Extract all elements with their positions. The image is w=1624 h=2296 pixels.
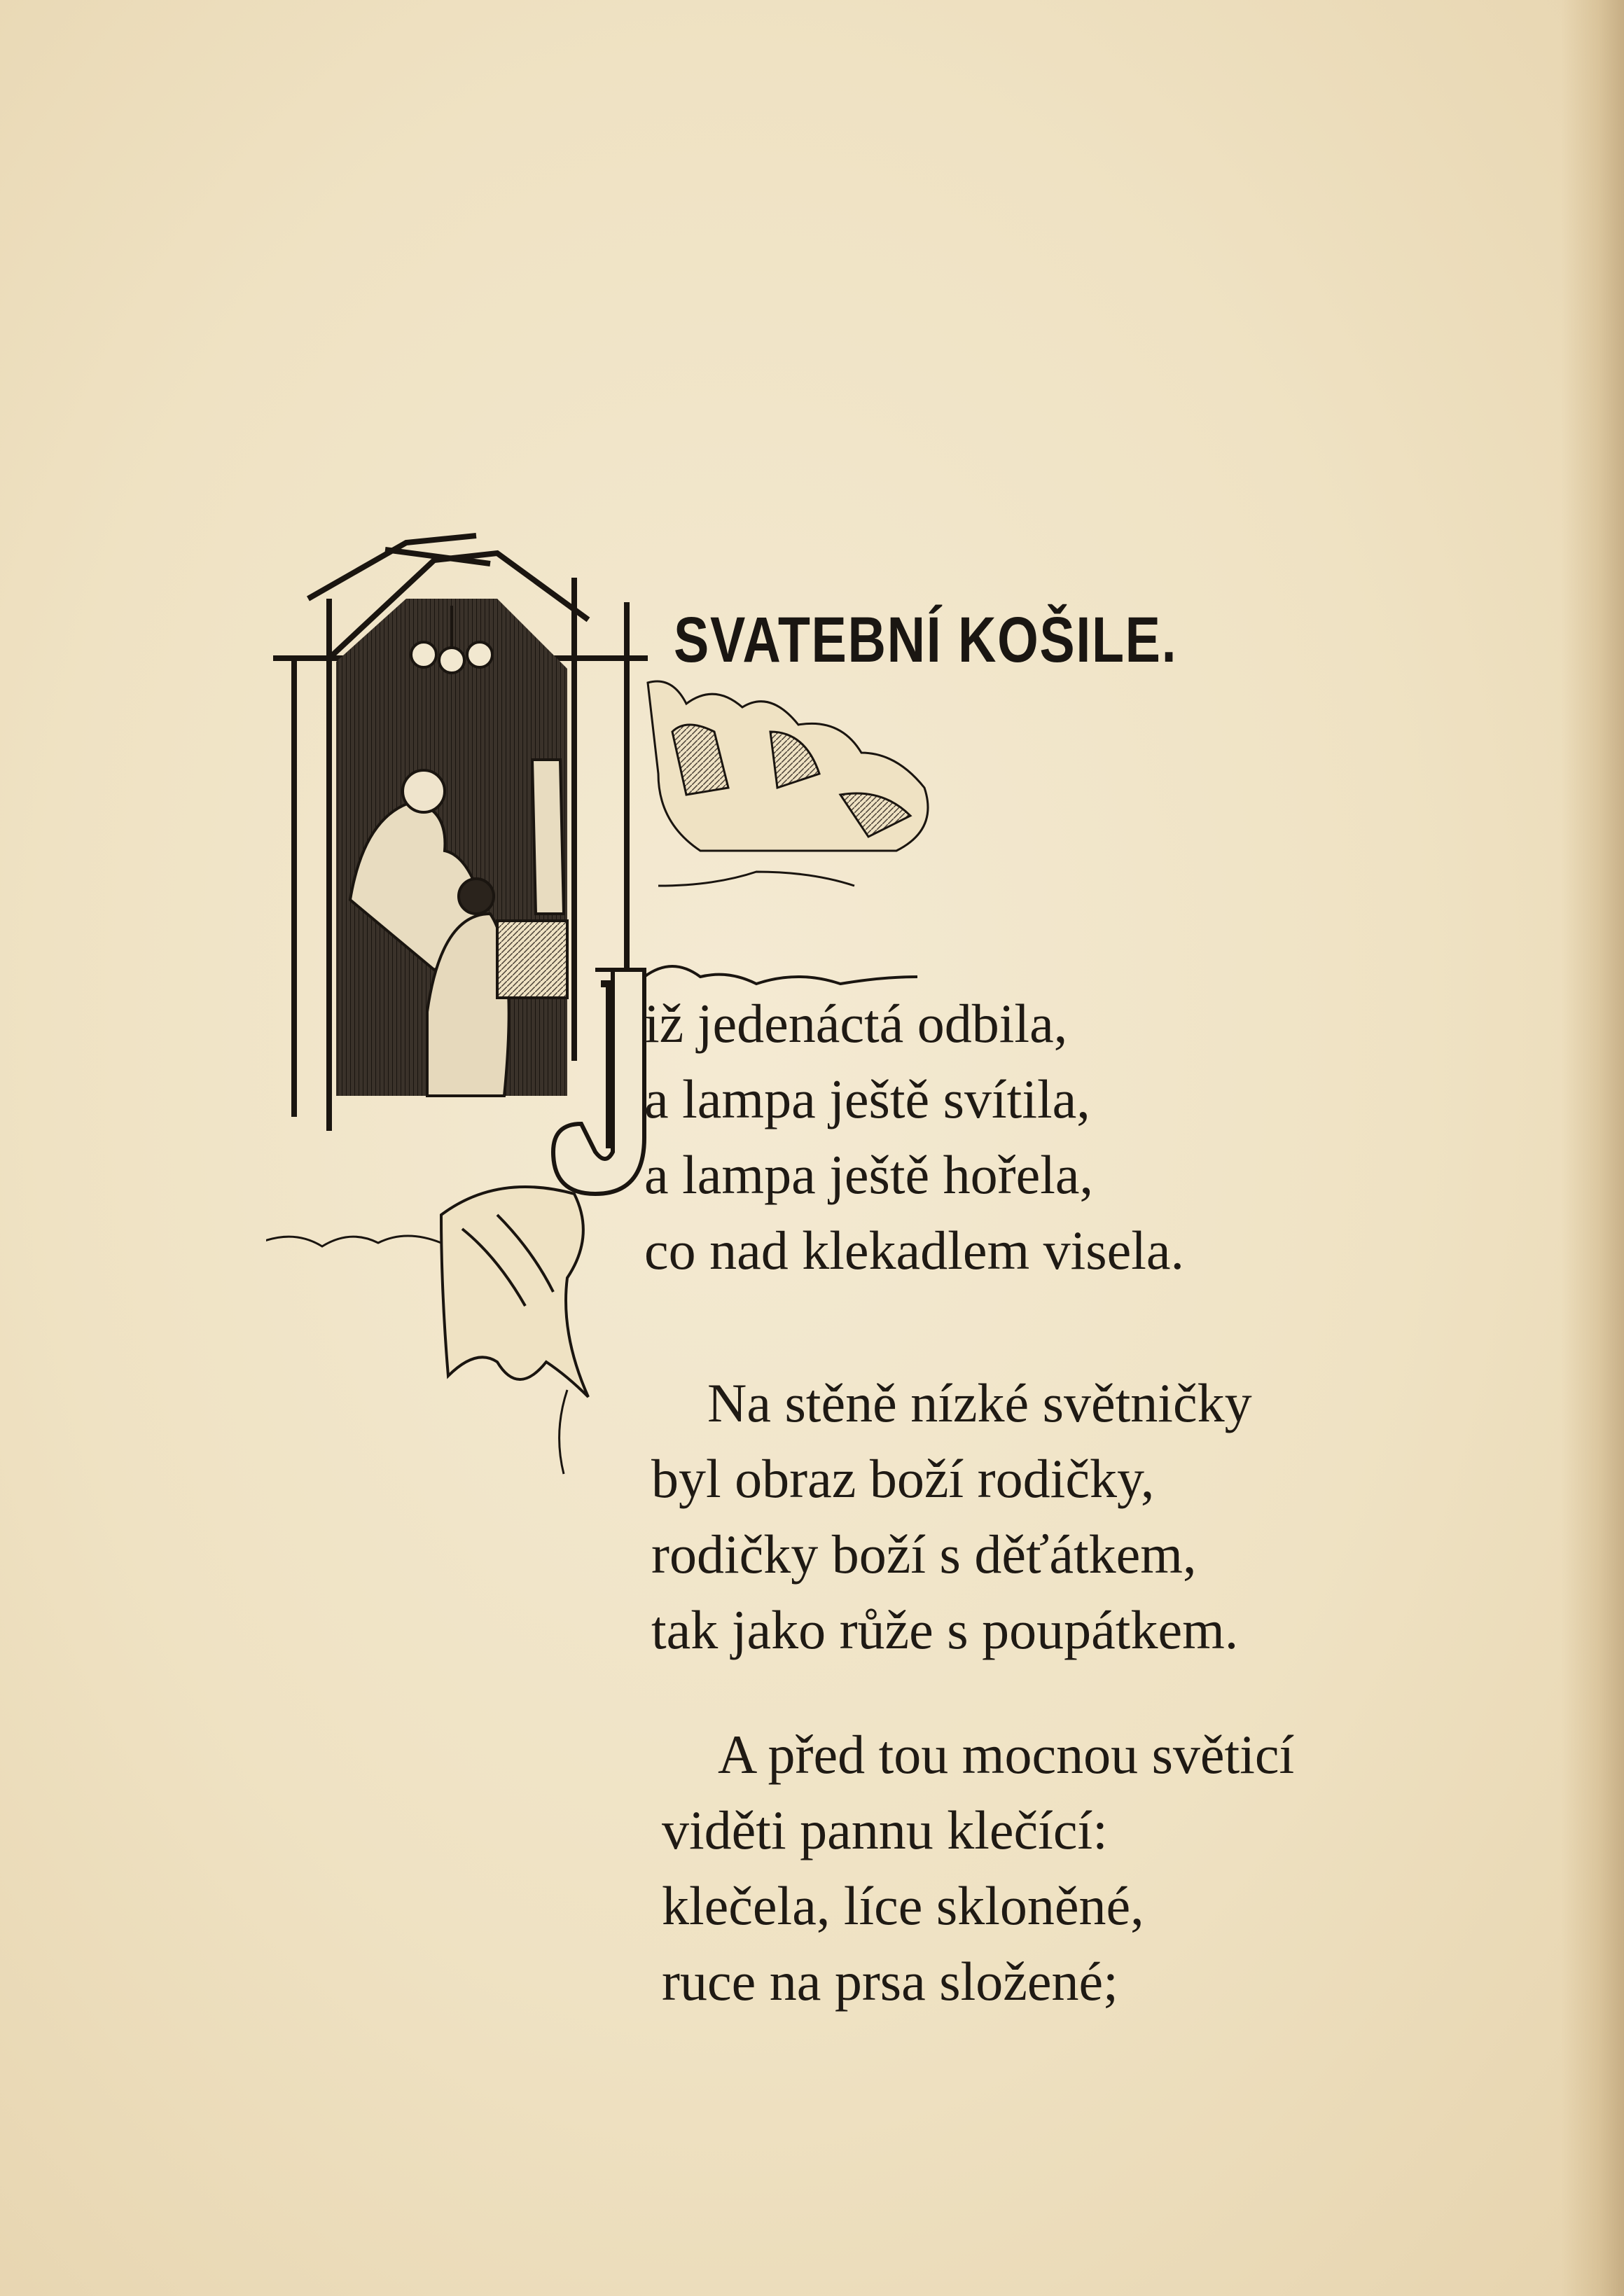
verse-line: Na stěně nízké světničky <box>707 1372 1252 1433</box>
verse-line: A před tou mocnou světicí <box>718 1724 1295 1785</box>
verse-line: byl obraz boží rodičky, <box>651 1448 1155 1509</box>
verse-line: ruce na prsa složené; <box>662 1951 1118 2012</box>
verse-line: iž jedenáctá odbila, <box>644 993 1068 1054</box>
page-title: SVATEBNÍ KOŠILE. <box>674 604 1178 676</box>
stanza-3 <box>662 1717 1294 2019</box>
drapery-ornament <box>266 1187 588 1474</box>
verse-line: tak jako růže s poupátkem. <box>651 1599 1239 1660</box>
verse-line: klečela, líce skloněné, <box>662 1875 1144 1936</box>
verse-line: a lampa ještě svítila, <box>644 1069 1090 1129</box>
clouds-angels <box>648 681 928 886</box>
verse-line: a lampa ještě hořela, <box>644 1144 1094 1205</box>
verse-line: co nad klekadlem visela. <box>644 1220 1185 1281</box>
verse-line: rodičky boží s děťátkem, <box>651 1524 1197 1585</box>
stanza-2 <box>651 1365 1252 1668</box>
verse-line: viděti pannu klečící: <box>662 1800 1108 1860</box>
page-gutter-shadow <box>1561 0 1624 2296</box>
stanza-1 <box>644 986 1184 1288</box>
scroll-flourish <box>644 966 917 984</box>
